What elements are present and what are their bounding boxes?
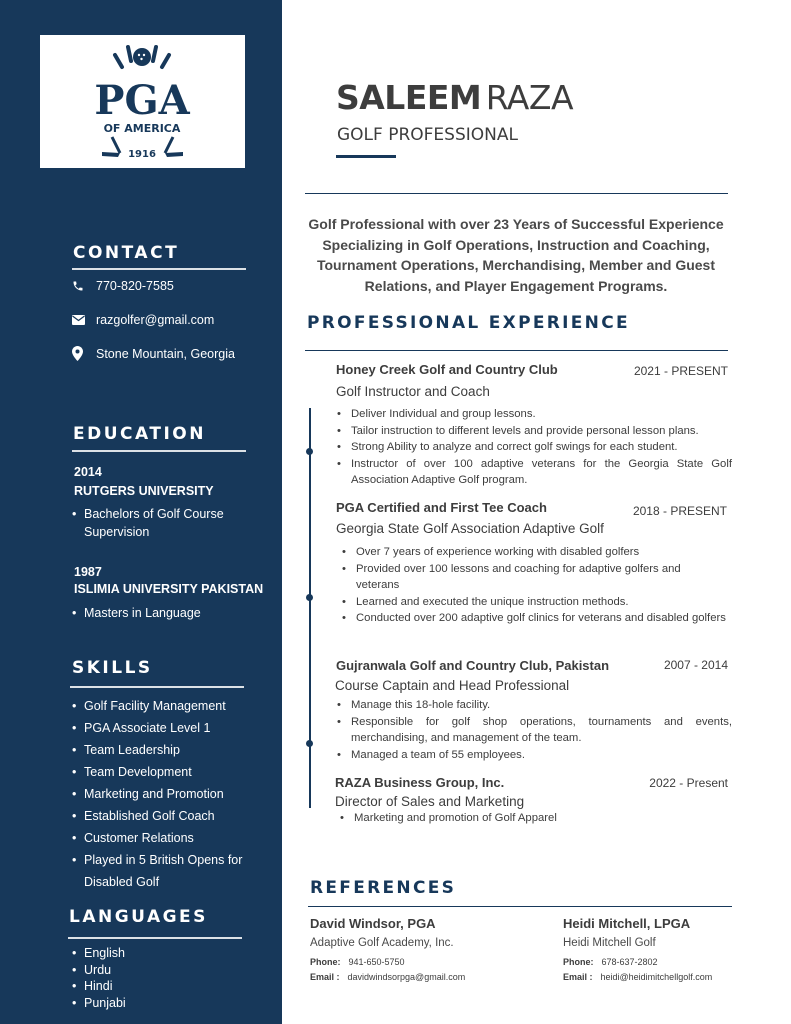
- education-school: RUTGERS UNIVERSITY: [74, 484, 214, 498]
- job-title: Golf Instructor and Coach: [336, 384, 490, 399]
- job-dates: 2007 - 2014: [663, 658, 728, 672]
- candidate-name: [336, 78, 573, 117]
- timeline-dot: [306, 594, 313, 601]
- svg-text:1916: 1916: [128, 149, 156, 160]
- languages-rule: [68, 937, 242, 939]
- language-item: • Punjabi: [72, 995, 242, 1012]
- duty-item: • Over 7 years of experience working with disabled golfers: [342, 544, 727, 561]
- job-dates: 2018 - PRESENT: [632, 504, 727, 518]
- skill-item: • Marketing and Promotion: [72, 783, 252, 805]
- education-heading: EDUCATION: [73, 424, 206, 444]
- job-duties: [337, 697, 732, 763]
- skill-item: • Customer Relations: [72, 827, 252, 849]
- map-pin-icon: [72, 346, 96, 361]
- experience-divider: [305, 350, 728, 351]
- location-text: Stone Mountain, Georgia: [96, 346, 235, 361]
- job-duties: [340, 810, 730, 827]
- email-label: Email :: [563, 972, 593, 982]
- reference-org: Heidi Mitchell Golf: [563, 937, 656, 949]
- duty-item: • Instructor of over 100 adaptive veterans for the Georgia State Golf Association Adaptive Golf program.: [337, 456, 732, 489]
- skill-item: • Played in 5 British Opens for Disabled Golf: [72, 849, 252, 893]
- skill-item: • Team Development: [72, 761, 252, 783]
- skill-item: • PGA Associate Level 1: [72, 717, 252, 739]
- job-duties: [337, 406, 732, 489]
- skills-heading: SKILLS: [72, 658, 153, 678]
- languages-heading: LANGUAGES: [69, 907, 208, 927]
- profile-summary: Golf Professional with over 23 Years of Successful Experience Specializing in Golf Operations, Instruction and Coaching, Tournament Operations, Merchandising, Member and Guest Relations, and Player Engagement Programs.: [308, 216, 724, 294]
- email-value[interactable]: heidi@heidimitchellgolf.com: [600, 972, 713, 982]
- job-dates: 2022 - Present: [649, 776, 728, 790]
- references-divider: [308, 906, 732, 907]
- header-divider: [305, 193, 728, 194]
- email-text[interactable]: razgolfer@gmail.com: [96, 313, 215, 327]
- skill-item: • Golf Facility Management: [72, 695, 252, 717]
- job-organization: Gujranwala Golf and Country Club, Pakistan: [336, 658, 610, 673]
- contact-rule: [72, 268, 246, 270]
- duty-item: • Deliver Individual and group lessons.: [337, 406, 732, 423]
- references-heading: REFERENCES: [310, 878, 457, 898]
- duty-item: • Managed a team of 55 employees.: [337, 747, 732, 764]
- skills-list: [72, 695, 252, 893]
- email-value[interactable]: davidwindsorpga@gmail.com: [347, 972, 466, 982]
- duty-item: • Manage this 18-hole facility.: [337, 697, 732, 714]
- reference-phone: [563, 957, 658, 967]
- job-title: Director of Sales and Marketing: [335, 794, 525, 809]
- reference-org: Adaptive Golf Academy, Inc.: [310, 937, 454, 949]
- reference-name: David Windsor, PGA: [310, 916, 436, 931]
- job-organization: RAZA Business Group, Inc.: [335, 775, 505, 790]
- language-item: • English: [72, 945, 242, 962]
- duty-item: • Marketing and promotion of Golf Apparel: [340, 810, 730, 827]
- languages-list: [72, 945, 242, 1011]
- envelope-icon: [72, 315, 96, 325]
- sidebar: [0, 0, 282, 1024]
- skill-item: • Team Leadership: [72, 739, 252, 761]
- contact-email: [72, 313, 214, 327]
- svg-text:OF AMERICA: OF AMERICA: [103, 122, 181, 135]
- education-degree: • Masters in Language: [72, 604, 242, 622]
- reference-email: [310, 972, 465, 982]
- pga-logo: [40, 35, 245, 168]
- svg-text:PGA: PGA: [94, 77, 190, 124]
- contact-location: [72, 346, 235, 361]
- experience-timeline: [309, 408, 311, 808]
- duty-item: • Conducted over 200 adaptive golf clinics for veterans and disabled golfers: [342, 610, 727, 627]
- job-headline: GOLF PROFESSIONAL: [337, 125, 518, 145]
- language-item: • Hindi: [72, 978, 242, 995]
- job-title: Course Captain and Head Professional: [335, 678, 570, 693]
- job-organization: Honey Creek Golf and Country Club: [336, 362, 558, 377]
- reference-email: [563, 972, 712, 982]
- education-year: 2014: [74, 465, 102, 479]
- experience-heading: PROFESSIONAL EXPERIENCE: [307, 313, 630, 333]
- education-degree-list: [72, 604, 242, 622]
- education-degree-list: [72, 505, 242, 541]
- first-name: SALEEM: [336, 78, 482, 117]
- skill-item: • Established Golf Coach: [72, 805, 252, 827]
- pga-logo-icon: [40, 35, 245, 168]
- timeline-dot: [306, 740, 313, 747]
- education-rule: [72, 450, 246, 452]
- phone-label: Phone:: [310, 957, 341, 967]
- phone-value[interactable]: 941-650-5750: [348, 957, 405, 967]
- language-item: • Urdu: [72, 962, 242, 979]
- education-school: ISLIMIA UNIVERSITY PAKISTAN: [74, 582, 264, 596]
- duty-item: • Responsible for golf shop operations, tournaments and events, merchandising, and management of the team.: [337, 714, 732, 747]
- job-duties: [342, 544, 727, 627]
- duty-item: • Provided over 100 lessons and coaching for adaptive golfers and veterans: [342, 561, 727, 594]
- phone-label: Phone:: [563, 957, 594, 967]
- skills-rule: [70, 686, 244, 688]
- job-organization: PGA Certified and First Tee Coach: [336, 500, 547, 515]
- phone-value[interactable]: 678-637-2802: [601, 957, 658, 967]
- last-name: RAZA: [485, 78, 574, 117]
- reference-name: Heidi Mitchell, LPGA: [563, 916, 691, 931]
- phone-icon: [72, 280, 96, 292]
- duty-item: • Tailor instruction to different levels and provide personal lesson plans.: [337, 423, 732, 440]
- timeline-dot: [306, 448, 313, 455]
- contact-phone: [72, 279, 174, 293]
- duty-item: • Strong Ability to analyze and correct golf swings for each student.: [337, 439, 732, 456]
- job-dates: 2021 - PRESENT: [633, 364, 728, 378]
- phone-text[interactable]: 770-820-7585: [96, 279, 174, 293]
- contact-heading: CONTACT: [73, 243, 180, 263]
- reference-phone: [310, 957, 405, 967]
- education-year: 1987: [74, 565, 102, 579]
- education-degree: • Bachelors of Golf Course Supervision: [72, 505, 242, 541]
- title-underline: [336, 155, 396, 158]
- duty-item: • Learned and executed the unique instruction methods.: [342, 594, 727, 611]
- job-title: Georgia State Golf Association Adaptive Golf: [336, 521, 604, 536]
- email-label: Email :: [310, 972, 340, 982]
